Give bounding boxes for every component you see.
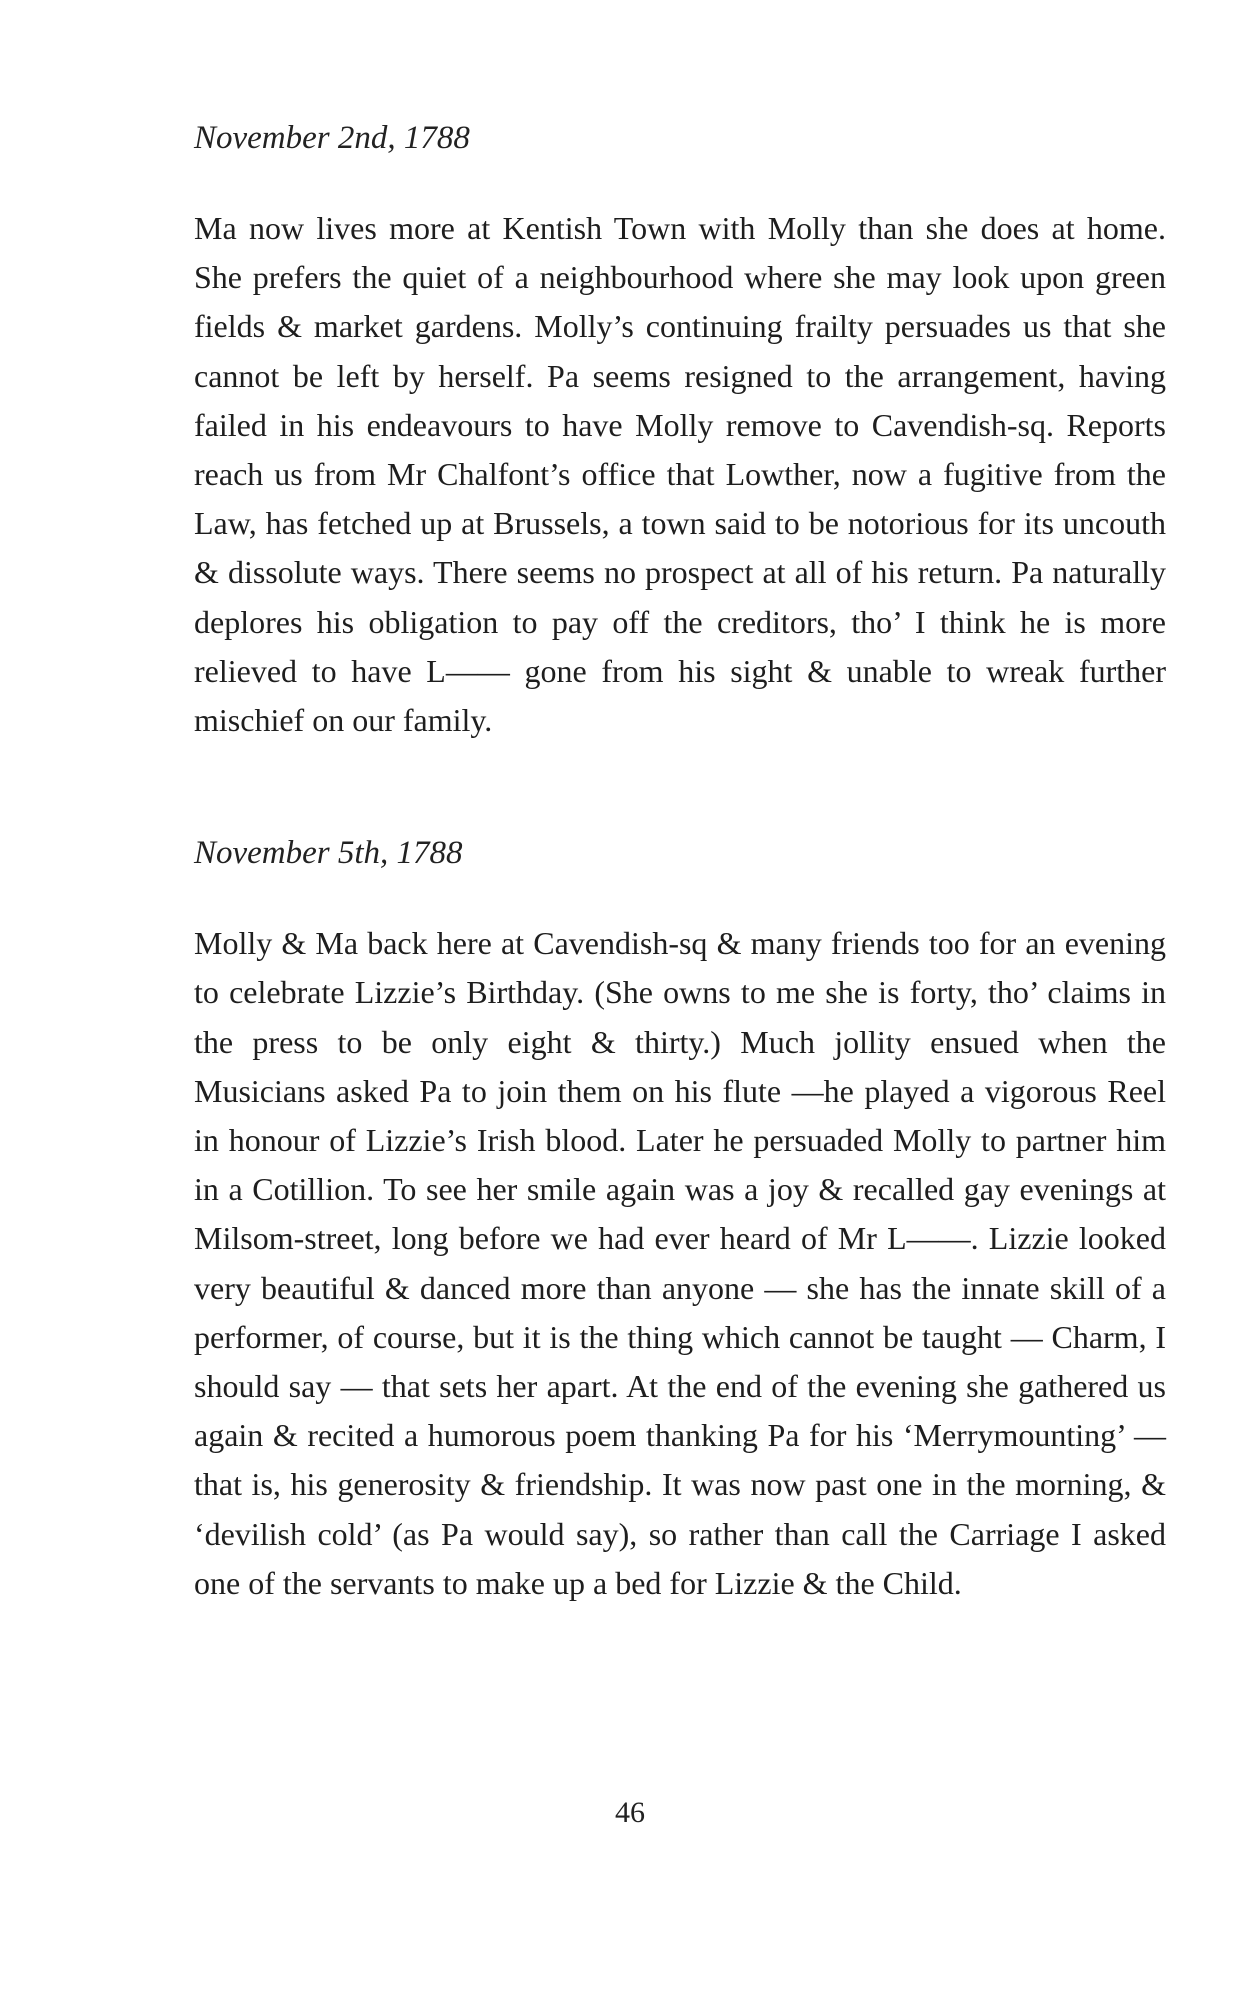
page-number: 46 (615, 1796, 645, 1829)
diary-entry (194, 118, 1166, 745)
entry-text: Molly & Ma back here at Cavendish-sq & many friends too for an evening to celebrate Lizzie’s Birthday. (She owns to me she is forty, tho’ claims in the press to be only eight & thirty.) Much jollity ensued when the Musicians asked Pa to join them on his flute —he played a vigorous Reel in honour of Lizzie’s Irish blood. Later he persuaded Molly to partner him in a Cotillion. To see her smile again was a joy & recalled gay evenings at Milsom-street, long before we had ever heard of Mr L——. Lizzie looked very beautiful & danced more than anyone — she has the innate skill of a performer, of course, but it is the thing which cannot be taught — Charm, I should say — that sets her apart. At the end of the evening she gathered us again & recited a humorous poem thanking Pa for his ‘Merrymounting’ — that is, his generosity & friendship. It was now past one in the morning, & ‘devilish cold’ (as Pa would say), so rather than call the Carriage I asked one of the servants to make up a bed for Lizzie & the Child. (194, 925, 1166, 1601)
book-page (194, 118, 1166, 1608)
entry-date: November 5th, 1788 (194, 835, 463, 872)
entry-text: Ma now lives more at Kentish Town with Molly than she does at home. She prefers the quiet of a neighbourhood where she may look upon green fields & market gardens. Molly’s continuing frailty persuades us that she cannot be left by herself. Pa seems resigned to the arrangement, having failed in his endeavours to have Molly remove to Cavendish-sq. Reports reach us from Mr Chalfont’s office that Lowther, now a fugitive from the Law, has fetched up at Brussels, a town said to be notorious for its uncouth & dissolute ways. There seems no prospect at all of his return. Pa naturally deplores his obligation to pay off the creditors, tho’ I think he is more relieved to have L—— gone from his sight & unable to wreak further mischief on our family. (194, 210, 1166, 739)
diary-entry (194, 833, 1166, 1608)
entry-date: November 2nd, 1788 (194, 120, 470, 156)
